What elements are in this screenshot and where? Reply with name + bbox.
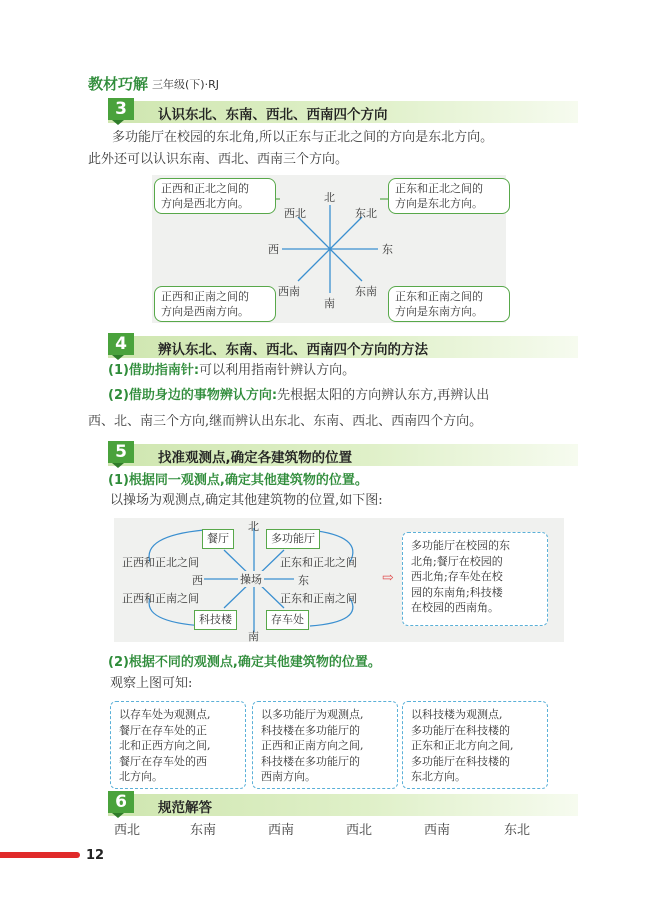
section-3-title: 认识东北、东南、西北、西南四个方向 xyxy=(158,107,388,123)
s5-subheading-1: (1)根据同一观测点,确定其他建筑物的位置。 xyxy=(108,473,368,488)
building-canteen: 餐厅 xyxy=(202,529,234,549)
campus-south: 南 xyxy=(248,630,259,643)
book-brand: 教材巧解 xyxy=(88,75,149,93)
campus-center-playground: 操场 xyxy=(240,573,262,586)
callout-southwest: 正西和正南之间的 方向是西南方向。 xyxy=(154,286,276,322)
s5-intro: 以操场为观测点,确定其他建筑物的位置,如下图: xyxy=(110,493,383,508)
s5-subheading-2: (2)根据不同的观测点,确定其他建筑物的位置。 xyxy=(108,655,381,670)
section-3-number: 3 xyxy=(108,98,134,120)
s5-observe: 观察上图可知: xyxy=(110,676,193,691)
label-west-north: 正西和正北之间 xyxy=(122,556,199,569)
section-5-number: 5 xyxy=(108,441,134,463)
compass-south: 南 xyxy=(324,297,335,310)
method-2-text: 先根据太阳的方向辨认东方,再辨认出 xyxy=(277,388,490,403)
callout-northwest: 正西和正北之间的 方向是西北方向。 xyxy=(154,178,276,214)
section-4-title: 辨认东北、东南、西北、西南四个方向的方法 xyxy=(158,342,428,358)
compass-north: 北 xyxy=(324,191,335,204)
compass-diagram xyxy=(152,175,506,323)
answer-3: 西南 xyxy=(268,823,295,838)
callout-northeast: 正东和正北之间的 方向是东北方向。 xyxy=(388,178,510,214)
section-6-title: 规范解答 xyxy=(158,800,212,816)
campus-east: 东 xyxy=(298,574,309,587)
method-1-label: (1)借助指南针: xyxy=(108,363,200,378)
answer-2: 东南 xyxy=(190,823,217,838)
compass-southeast: 东南 xyxy=(355,285,377,298)
label-east-north: 正东和正北之间 xyxy=(280,556,357,569)
answer-4: 西北 xyxy=(346,823,373,838)
observation-box-2: 以多功能厅为观测点, 科技楼在多功能厅的 正西和正南方向之间, 科技楼在多功能厅的 西南方向。 xyxy=(252,701,398,789)
footer-bar xyxy=(0,852,80,858)
section-6-number: 6 xyxy=(108,791,134,813)
campus-north: 北 xyxy=(248,520,259,533)
s3-paragraph-line2: 此外还可以认识东南、西北、西南三个方向。 xyxy=(88,152,349,167)
answer-6: 东北 xyxy=(504,823,531,838)
callout-southeast: 正东和正南之间的 方向是东南方向。 xyxy=(388,286,510,322)
answer-1: 西北 xyxy=(114,823,141,838)
arrow-right-icon: ⇨ xyxy=(382,570,394,586)
compass-east: 东 xyxy=(382,243,393,256)
method-1-text: 可以利用指南针辨认方向。 xyxy=(199,363,356,378)
book-subtitle: 三年级(下)·RJ xyxy=(152,78,219,91)
compass-southwest: 西南 xyxy=(278,285,300,298)
s3-paragraph-line1: 多功能厅在校园的东北角,所以正东与正北之间的方向是东北方向。 xyxy=(112,130,494,145)
compass-northeast: 东北 xyxy=(355,207,377,220)
campus-diagram xyxy=(114,518,564,642)
method-2-label: (2)借助身边的事物辨认方向: xyxy=(108,388,278,403)
campus-result-box: 多功能厅在校园的东 北角;餐厅在校园的 西北角;存车处在校 园的东南角;科技楼 在校园的西南角。 xyxy=(402,532,548,626)
campus-west: 西 xyxy=(192,574,203,587)
label-west-south: 正西和正南之间 xyxy=(122,592,199,605)
compass-west: 西 xyxy=(268,243,279,256)
observation-box-1: 以存车处为观测点, 餐厅在存车处的正 北和正西方向之间, 餐厅在存车处的西 北方向。 xyxy=(110,701,246,789)
section-5-title: 找准观测点,确定各建筑物的位置 xyxy=(158,450,353,466)
building-tech-building: 科技楼 xyxy=(194,610,237,630)
method-2-text-continued: 西、北、南三个方向,继而辨认出东北、东南、西北、西南四个方向。 xyxy=(88,414,483,429)
section-4-number: 4 xyxy=(108,333,134,355)
method-2 xyxy=(108,385,489,407)
observation-box-3: 以科技楼为观测点, 多功能厅在科技楼的 正东和正北方向之间, 多功能厅在科技楼的 东北方向。 xyxy=(402,701,548,789)
label-east-south: 正东和正南之间 xyxy=(280,592,357,605)
building-bike-shed: 存车处 xyxy=(266,610,309,630)
compass-northwest: 西北 xyxy=(284,207,306,220)
method-1 xyxy=(108,360,355,382)
answer-5: 西南 xyxy=(424,823,451,838)
building-multifunction-hall: 多功能厅 xyxy=(266,529,320,549)
page-number: 12 xyxy=(86,848,105,863)
